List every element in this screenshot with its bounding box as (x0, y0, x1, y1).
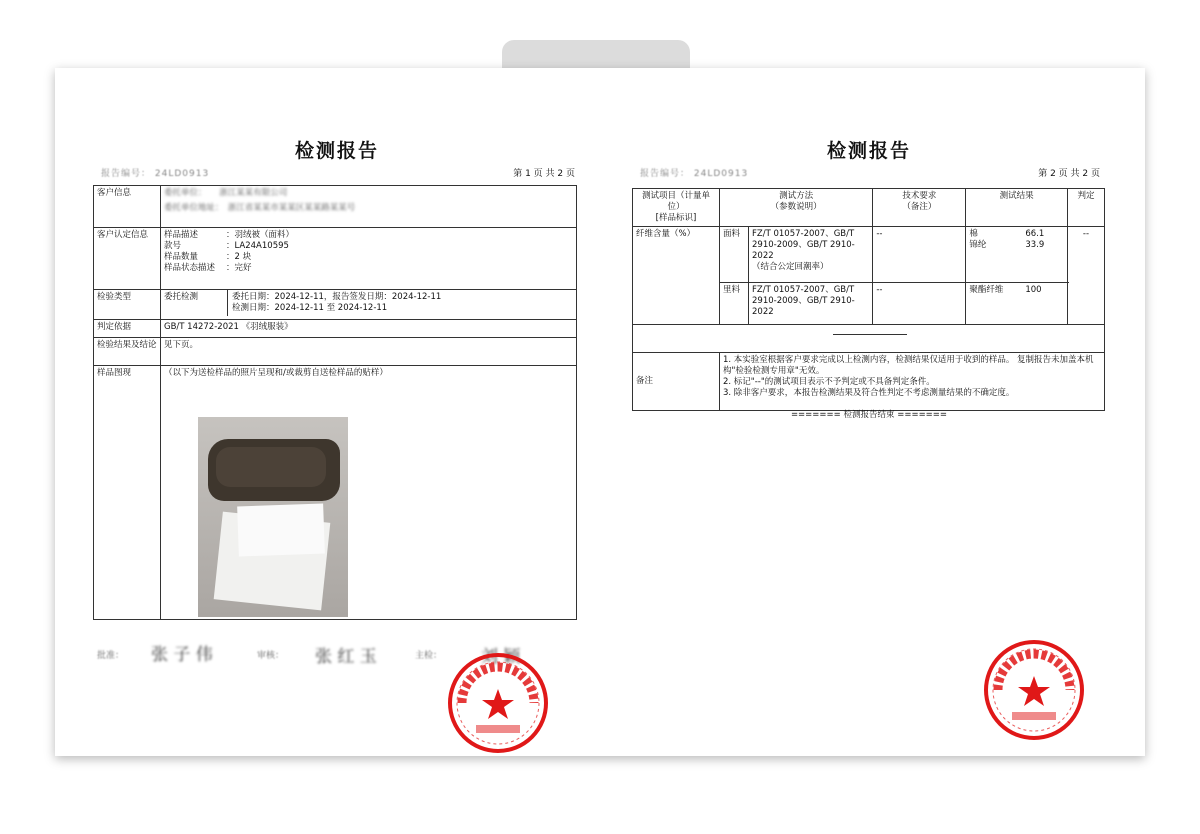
group-part: 里料 (720, 283, 749, 325)
notes-label: 备注 (633, 353, 720, 411)
group-method: FZ/T 01057-2007、GB/T 2910-2009、GB/T 2910-2022 (749, 283, 873, 325)
dates-block (228, 290, 445, 316)
reviewer-label: 审核： (257, 651, 285, 661)
inspector-label: 主检： (415, 651, 443, 661)
report-number: 报告编号： 24LD0913 (101, 169, 210, 179)
client-info-cell (161, 186, 577, 228)
client-name-line: 委托单位： 浙江某某有限公司 (164, 188, 288, 198)
page-meta (93, 166, 581, 180)
type-label: 检验类型 (94, 290, 161, 320)
official-seal-icon (446, 651, 550, 755)
client-label: 客户信息 (94, 186, 161, 228)
type-value: 委托检测 (161, 290, 228, 316)
style-row: 款号 ：LA24A10595 (164, 241, 289, 251)
judge-value: -- (1068, 227, 1105, 325)
group-method: FZ/T 01057-2007、GB/T 2910-2009、GB/T 2910-2022 （结合公定回潮率） (749, 227, 873, 283)
sample-info-cell (161, 228, 577, 290)
sample-photo (198, 417, 348, 617)
basis-label: 判定依据 (94, 320, 161, 338)
note-2: 2. 标记"--"的测试项目表示不予判定或不具备判定条件。 (723, 377, 935, 387)
dates-line-2: 检测日期：2024-12-11 至 2024-12-11 (232, 303, 388, 313)
photo-label: 样品图现 (94, 366, 161, 620)
page-title: 检测报告 (294, 140, 379, 162)
note-3: 3. 除非客户要求，本报告检测结果及符合性判定不考虑测量结果的不确定度。 (723, 388, 1015, 398)
state-row: 样品状态描述 ：完好 (164, 263, 252, 273)
official-seal-icon (982, 638, 1086, 742)
group-part: 面料 (720, 227, 749, 283)
type-cell (161, 290, 577, 320)
group-requirement: -- (873, 283, 966, 325)
conclusion-value: 见下页。 (161, 338, 577, 366)
dates-line-1: 委托日期：2024-12-11，报告签发日期：2024-12-11 (232, 292, 442, 302)
qty-row: 样品数量 ：2 块 (164, 252, 252, 262)
report-number: 报告编号： 24LD0913 (640, 169, 749, 179)
client-info-table (93, 185, 577, 620)
group-results: 棉 66.1 锦纶 33.9 (966, 227, 1068, 283)
confirm-label: 客户认定信息 (94, 228, 161, 290)
header-requirement: 技术要求 （备注） (873, 189, 966, 227)
group-requirement: -- (873, 227, 966, 283)
note-1: 1. 本实验室根据客户要求完成以上检测内容，检测结果仅适用于收到的样品。 复制报告未加盖本机构"检验检测专用章"无效。 (723, 355, 1094, 376)
group-results: 聚酯纤维 100 (966, 283, 1068, 325)
header-item: 测试项目（计量单位） [样品标识] (633, 189, 720, 227)
page-info: 第 2 页 共 2 页 (1038, 169, 1100, 179)
header-judge: 判定 (1068, 189, 1105, 227)
approver-label: 批准： (97, 651, 125, 661)
conclusion-label: 检验结果及结论 (94, 338, 161, 366)
header-result: 测试结果 (966, 189, 1068, 227)
page-meta (632, 166, 1106, 180)
basis-value: GB/T 14272-2021 《羽绒服装》 (161, 320, 577, 338)
fiber-label: 纤维含量（%） (633, 227, 720, 325)
report-sheet (55, 68, 1145, 756)
approver-signature: 张 子 伟 (151, 645, 213, 665)
sample-desc-row: 样品描述 ：羽绒被（面料） (164, 230, 295, 240)
page-info: 第 1 页 共 2 页 (513, 169, 575, 179)
page-title: 检测报告 (826, 140, 911, 162)
photo-cell (161, 366, 577, 620)
end-of-report: ======= 检测报告结束 ======= (790, 410, 948, 420)
results-table (632, 188, 1105, 411)
client-address-line: 委托单位地址： 浙江省某某市某某区某某路某某号 (164, 203, 356, 213)
notes-cell (720, 353, 1105, 411)
inspector-signature: 刘 颖 (481, 647, 521, 667)
divider-line (833, 334, 907, 335)
header-method: 测试方法 （参数说明） (720, 189, 873, 227)
divider-row (633, 325, 1105, 353)
photo-caption: （以下为送检样品的照片呈现和/或裁剪自送检样品的贴样） (164, 368, 388, 378)
reviewer-signature: 张 红 玉 (315, 647, 377, 667)
